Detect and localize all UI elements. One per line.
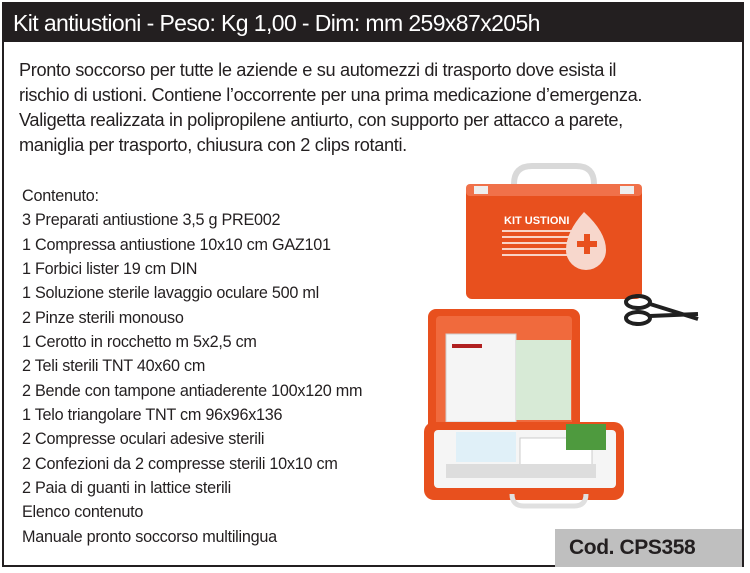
description-line: Pronto soccorso per tutte le aziende e su automezzi di trasporto dove esista il [19, 60, 617, 80]
list-item: 2 Bende con tampone antiaderente 100x120 mm [22, 381, 363, 400]
list-item: 2 Compresse oculari adesive sterili [22, 430, 265, 449]
product-description [19, 58, 734, 158]
list-item: 2 Pinze sterili monouso [22, 308, 184, 327]
list-item: 1 Telo triangolare TNT cm 96x96x136 [22, 406, 283, 425]
contents-list [22, 184, 362, 549]
case-label: KIT USTIONI [504, 215, 570, 227]
list-item: 3 Preparati antiustione 3,5 g PRE002 [22, 211, 281, 230]
description-line: maniglia per trasporto, chiusura con 2 clips rotanti. [19, 135, 407, 155]
list-item: 1 Soluzione sterile lavaggio oculare 500 ml [22, 284, 319, 303]
first-aid-case-icon [416, 154, 716, 509]
list-item: 2 Teli sterili TNT 40x60 cm [22, 357, 206, 376]
page-title: Kit antiustioni - Peso: Kg 1,00 - Dim: mm 259x87x205h [4, 4, 742, 42]
list-item: Manuale pronto soccorso multilingua [22, 527, 277, 546]
product-card [2, 2, 744, 567]
description-line: rischio di ustioni. Contiene l’occorrente per una prima medicazione d’emergenza. [19, 85, 643, 105]
contents-heading: Contenuto: [22, 187, 99, 205]
list-item: 1 Forbici lister 19 cm DIN [22, 260, 198, 279]
list-item: 1 Cerotto in rocchetto m 5x2,5 cm [22, 333, 257, 352]
description-line: Valigetta realizzata in polipropilene antiurto, con supporto per attacco a parete, [19, 110, 623, 130]
list-item: 2 Paia di guanti in lattice sterili [22, 479, 231, 498]
product-code: Cod. CPS358 [555, 529, 742, 567]
list-item: Elenco contenuto [22, 503, 144, 522]
list-item: 1 Compressa antiustione 10x10 cm GAZ101 [22, 235, 331, 254]
list-item: 2 Confezioni da 2 compresse sterili 10x10 cm [22, 454, 338, 473]
